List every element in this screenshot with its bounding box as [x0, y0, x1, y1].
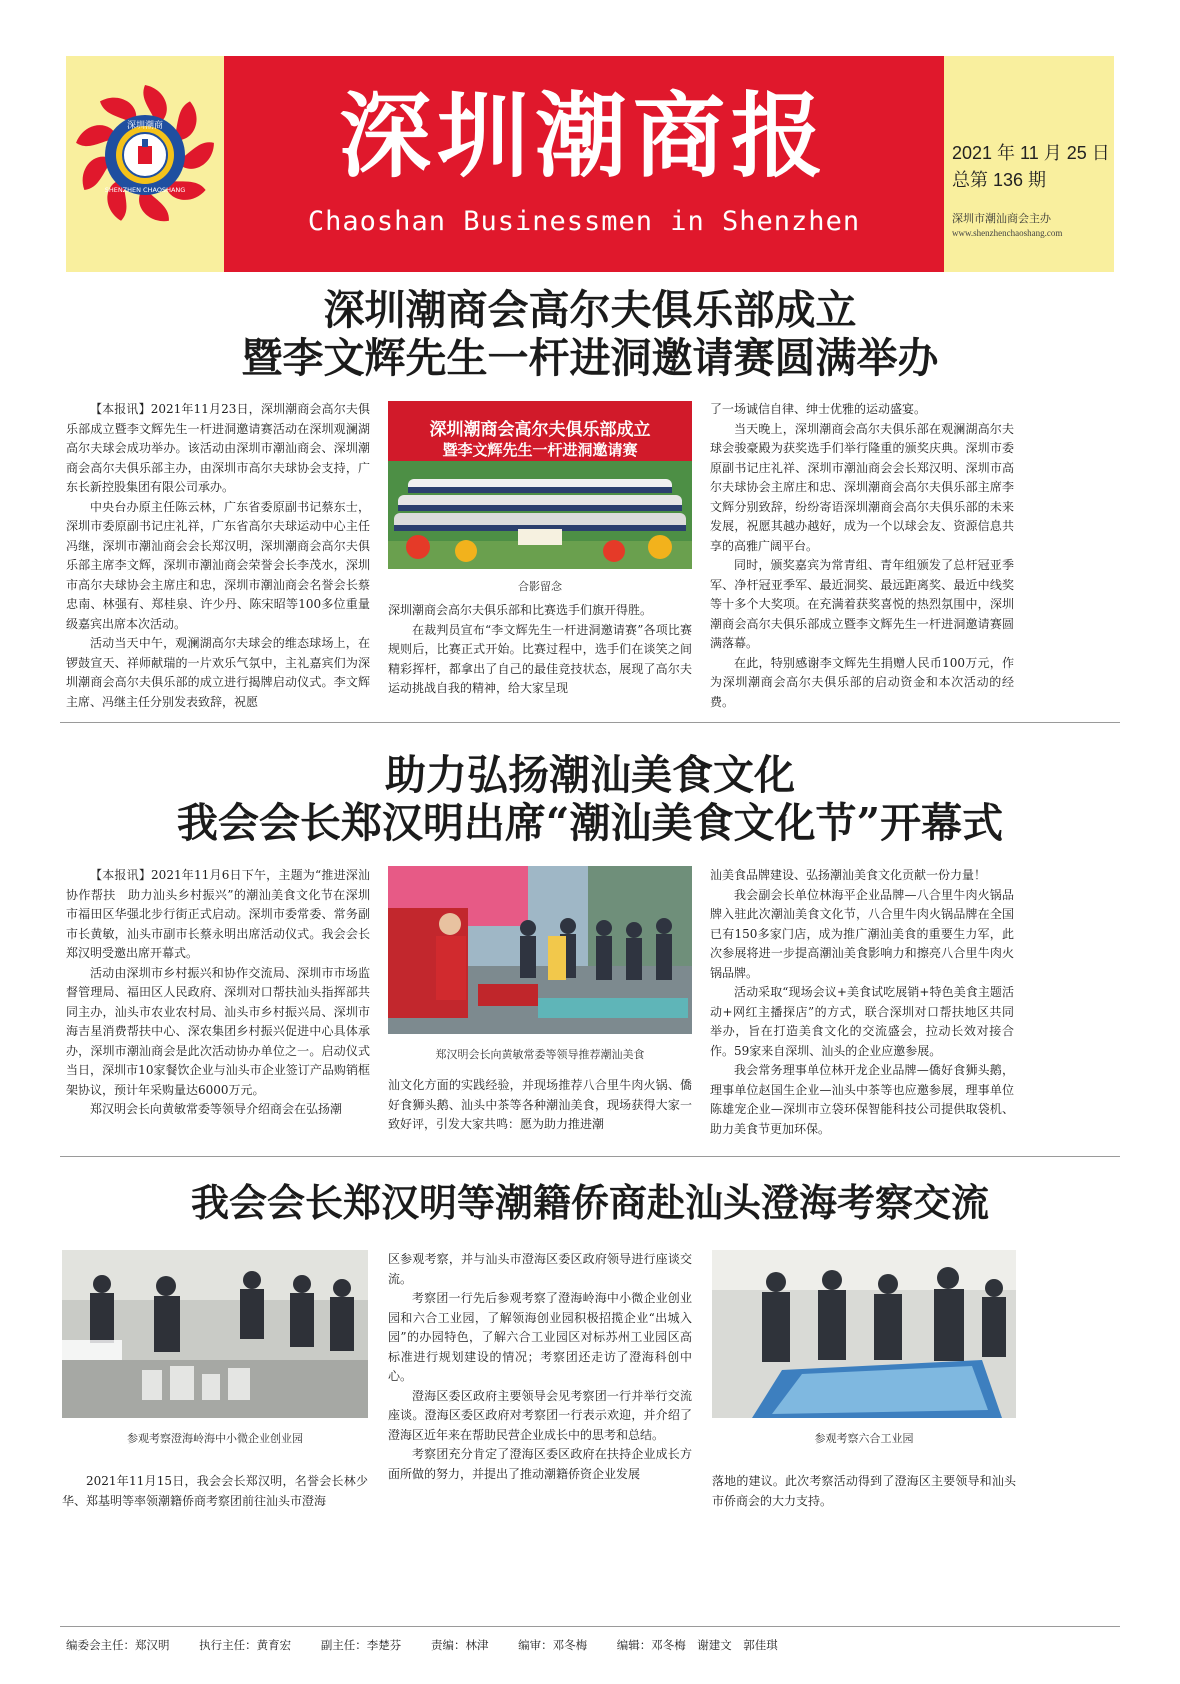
article1-column-1	[66, 400, 370, 712]
masthead-info	[952, 140, 1112, 238]
paper-title: 深圳潮商报	[338, 83, 829, 190]
paragraph: 2021年11月15日，我会会长郑汉明，名誉会长林少华、郑基明等率领潮籍侨商考察团前往汕头市澄海	[62, 1474, 368, 1508]
paragraph: 活动由深圳市乡村振兴和协作交流局、深圳市市场监督管理局、福田区人民政府、深圳对口帮扶汕头指挥部共同主办，汕头市农业农村局、汕头市乡村振兴局、深圳市海吉星消费帮扶中心、深农集团乡村振兴促进中心具体承办，深圳市潮汕商会是此次活动协办单位之一。启动仪式当日，深圳市10家餐饮企业与汕头市企业签订产品购销框架协议，预计年采购量达6000万元。	[66, 965, 370, 1097]
paragraph: 在裁判员宣布“李文辉先生一杆进洞邀请赛”各项比赛规则后，比赛正式开始。比赛过程中，选手们在谈笑之间精彩挥杆，都拿出了自己的最佳竞技状态，展现了高尔夫运动挑战自我的精神，给大家呈现	[388, 622, 692, 695]
paragraph: 区参观考察，并与汕头市澄海区委区政府领导进行座谈交流。	[388, 1252, 692, 1286]
editorial-credits	[66, 1637, 1126, 1653]
issue-date: 2021 年 11 月 25 日	[952, 143, 1110, 163]
venture-park-photo-caption: 参观考察澄海岭海中小微企业创业园	[127, 1432, 303, 1445]
section-divider	[60, 1156, 1120, 1157]
paragraph: 落地的建议。此次考察活动得到了澄海区主要领导和汕头市侨商会的大力支持。	[712, 1474, 1016, 1508]
masthead	[66, 56, 1114, 272]
article3-headline: 我会会长郑汉明等潮籍侨商赴汕头澄海考察交流	[190, 1180, 989, 1225]
paragraph: 活动采取“现场会议+美食试吃展销+特色美食主题活动+网红主播探店”的方式，联合深圳对口帮扶地区共同举办，旨在打造美食文化的交流盛会，拉动长效对接合作。59家来自深圳、汕头的企业应邀参展。	[710, 985, 1014, 1058]
article2-column-3	[710, 866, 1014, 1139]
section-divider	[60, 722, 1120, 723]
credit-item: 编委会主任：郑汉明	[66, 1638, 170, 1652]
paragraph: 当天晚上，深圳潮商会高尔夫俱乐部在观澜湖高尔夫球会骏豪殿为获奖选手们举行隆重的颁奖庆典。深圳市委原副书记庄礼祥、深圳市潮汕商会会长郑汉明、深圳市高尔夫球协会主席庄和忠、深圳潮商会高尔夫俱乐部主席李文辉分别致辞，纷纷寄语深圳潮商会高尔夫俱乐部的未来发展，祝愿其越办越好，成为一个以球会友、资源信息共享的高雅广阔平台。	[710, 421, 1014, 553]
paragraph: 澄海区委区政府主要领导会见考察团一行并举行交流座谈。澄海区委区政府对考察团一行表示欢迎，并介绍了澄海区近年来在帮助民营企业成长中的思考和总结。	[388, 1388, 692, 1442]
industrial-park-photo	[712, 1250, 1016, 1418]
paragraph: 了一场诚信自律、绅士优雅的运动盛宴。	[710, 402, 927, 416]
article3-column-2	[388, 1250, 692, 1484]
industrial-park-photo-caption: 参观考察六合工业园	[814, 1432, 914, 1445]
credit-item: 副主任：李楚芬	[320, 1638, 402, 1652]
paragraph: 活动当天中午，观澜湖高尔夫球会的维态球场上，在锣鼓宣天、祥师献瑞的一片欢乐气氛中，主礼嘉宾们为深圳潮商会高尔夫俱乐部的成立进行揭牌启动仪式。李文辉主席、冯继主任分别发表致辞，祝愿	[66, 636, 370, 709]
svg-text:深圳潮商: 深圳潮商	[126, 121, 164, 131]
paragraph: 汕美食品牌建设、弘扬潮汕美食文化贡献一份力量！	[710, 868, 987, 882]
masthead-title-block	[224, 56, 944, 272]
svg-text:深圳潮商会高尔夫俱乐部成立: 深圳潮商会高尔夫俱乐部成立	[429, 420, 651, 440]
paragraph: 考察团充分肯定了澄海区委区政府在扶持企业成长方面所做的努力，并提出了推动潮籍侨资企业发展	[388, 1447, 692, 1481]
website-url[interactable]: www.shenzhenchaoshang.com	[952, 228, 1063, 238]
paragraph: 考察团一行先后参观考察了澄海岭海中小微企业创业园和六合工业园，了解领海创业园积极招揽企业“出城入园”的办园特色，了解六合工业园区对标苏州工业园区高标准进行规划建设的情况；考察团还走访了澄海科创中心。	[388, 1291, 692, 1383]
footer-divider	[60, 1626, 1120, 1627]
article2-headline-line1: 助力弘扬潮汕美食文化	[385, 751, 795, 799]
credit-item: 编辑：邓冬梅 谢建文 郭佳琪	[616, 1638, 778, 1652]
svg-text:SHENZHEN CHAOSHANG: SHENZHEN CHAOSHANG	[104, 186, 186, 194]
paragraph: 郑汉明会长向黄敏常委等领导介绍商会在弘扬潮	[90, 1102, 343, 1116]
food-festival-photo-caption: 郑汉明会长向黄敏常委等领导推荐潮汕美食	[435, 1048, 645, 1061]
paragraph: 中央台办原主任陈云林，广东省委原副书记蔡东士，深圳市委原副书记庄礼祥，广东省高尔夫球运动中心主任冯继，深圳市潮汕商会会长郑汉明，深圳潮商会高尔夫俱乐部主席李文辉，深圳市潮汕商会荣誉会长李茂水，深圳市高尔夫球协会主席庄和忠，深圳市潮汕商会名誉会长蔡忠南、林强有、郑桂泉、许少丹、陈宋昭等100多位重量级嘉宾出席本次活动。	[66, 499, 370, 631]
paragraph: 我会副会长单位林海平企业品牌—八合里牛肉火锅品牌入驻此次潮汕美食文化节，八合里牛肉火锅品牌在全国已有150多家门店，成为推广潮汕美食的重要生力军，此次参展将进一步提高潮汕美食影响力和擦亮八合里牛肉火锅品牌。	[710, 887, 1014, 980]
article1-headline-line2: 暨李文辉先生一杆进洞邀请赛圆满举办	[241, 334, 939, 382]
credit-item: 执行主任：黄育宏	[199, 1638, 292, 1652]
paragraph: 同时，颁奖嘉宾为常青组、青年组颁发了总杆冠亚季军、净杆冠亚季军、最近洞奖、最远距离奖、最近中线奖等十多个大奖项。在充满着获奖喜悦的热烈氛围中，深圳潮商会高尔夫俱乐部成立暨李文辉先生一杆进洞邀请赛圆满落幕。	[710, 558, 1014, 650]
article3-column-1	[62, 1472, 368, 1511]
issue-number: 总第 136 期	[952, 170, 1047, 190]
paragraph: 在此，特别感谢李文辉先生捐赠人民币100万元，作为深圳潮商会高尔夫俱乐部的启动资金和本次活动的经费。	[710, 655, 1014, 709]
article1-column-3	[710, 400, 1014, 712]
group-photo-caption: 合影留念	[518, 580, 562, 593]
article2-headline-line2: 我会会长郑汉明出席“潮汕美食文化节”开幕式	[176, 799, 1004, 847]
article2-column-1	[66, 866, 370, 1120]
paragraph: 我会常务理事单位林开龙企业品牌—僑好食狮头鹅，理事单位赵国生企业—汕头中茶等也应邀参展，理事单位陈雄宠企业—深圳市立袋环保智能科技公司提供取袋机、助力美食节更加环保。	[710, 1063, 1014, 1136]
article1-column-2	[388, 601, 692, 699]
group-photo	[388, 401, 692, 569]
article2-column-2	[388, 1076, 692, 1135]
chamber-logo-icon	[70, 80, 220, 230]
paper-subtitle: Chaoshan Businessmen in Shenzhen	[307, 206, 861, 237]
venture-park-photo	[62, 1250, 368, 1418]
paragraph: 汕文化方面的实践经验，并现场推荐八合里牛肉火锅、僑好食狮头鹅、汕头中茶等各种潮汕美食，现场获得大家一致好评，引发大家共鸣：愿为助力推进潮	[388, 1078, 692, 1131]
paragraph: 【本报讯】2021年11月23日，深圳潮商会高尔夫俱乐部成立暨李文辉先生一杆进洞邀请赛活动在深圳观澜湖高尔夫球会成功举办。该活动由深圳市潮汕商会、深圳潮商会高尔夫俱乐部主办，由深圳市高尔夫球协会支持，广东长新控股集团有限公司承办。	[66, 402, 370, 494]
paragraph: 深圳潮商会高尔夫俱乐部和比赛选手们旗开得胜。	[388, 603, 653, 617]
food-festival-photo	[388, 866, 692, 1034]
article3-column-3	[712, 1472, 1016, 1511]
credit-item: 责编：林津	[430, 1638, 489, 1652]
paragraph: 【本报讯】2021年11月6日下午，主题为“推进深汕协作帮扶 助力汕头乡村振兴”的潮汕美食文化节在深圳市福田区华强北步行街正式启动。深圳市委常委、常务副市长黄敏，汕头市副市长蔡永明出席活动仪式。我会会长郑汉明受邀出席开幕式。	[66, 868, 370, 960]
organizer: 深圳市潮汕商会主办	[952, 213, 1051, 225]
article1-headline-line1: 深圳潮商会高尔夫俱乐部成立	[323, 286, 857, 334]
credit-item: 编审：邓冬梅	[518, 1638, 588, 1652]
svg-text:暨李文辉先生一杆进洞邀请赛: 暨李文辉先生一杆进洞邀请赛	[442, 441, 638, 459]
